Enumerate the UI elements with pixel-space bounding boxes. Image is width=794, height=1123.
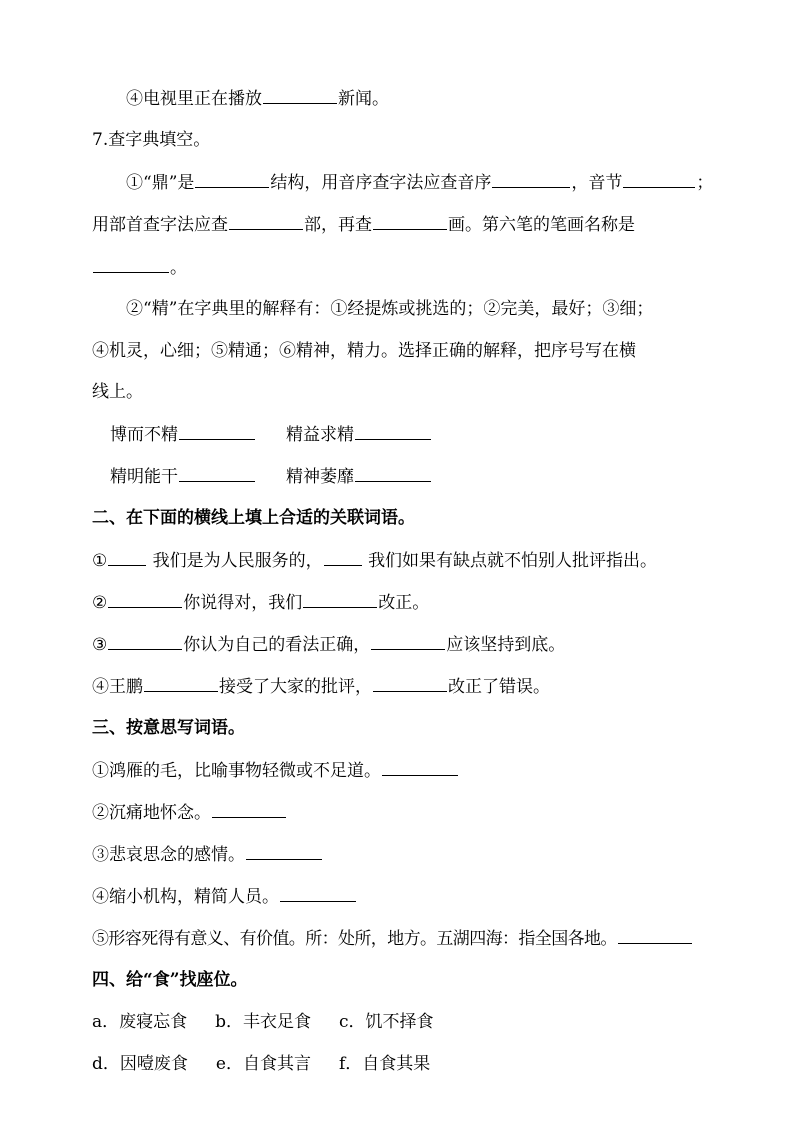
answer-blank[interactable] (93, 255, 169, 273)
section-heading: 三、按意思写词语。 (92, 718, 245, 738)
item-text: 接受了大家的批评， (219, 677, 372, 697)
question-item (92, 758, 712, 783)
answer-blank[interactable] (144, 674, 218, 692)
item-text: 部，再查 (304, 215, 372, 235)
item-text: 结构，用音序查字法应查音序 (270, 173, 492, 193)
question-item (92, 632, 712, 657)
answer-blank[interactable] (195, 170, 269, 188)
item-text: 你认为自己的看法正确， (183, 635, 371, 655)
answer-blank[interactable] (179, 422, 255, 440)
paragraph-line: 线上。 (92, 382, 143, 402)
item-text: ③ (92, 635, 108, 655)
answer-blank[interactable] (280, 884, 356, 902)
answer-blank[interactable] (382, 758, 458, 776)
question-item (126, 170, 746, 195)
item-text: ②沉痛地怀念。 (92, 803, 211, 823)
answer-blank[interactable] (108, 548, 146, 566)
answer-blank[interactable] (229, 212, 303, 230)
answer-blank[interactable] (263, 86, 337, 104)
option-item: a．废寝忘食 (92, 1012, 188, 1032)
section-heading: 二、在下面的横线上填上合适的关联词语。 (92, 508, 415, 528)
answer-blank[interactable] (108, 632, 182, 650)
item-text: ① (92, 551, 108, 571)
item-text: ⑤形容死得有意义、有价值。所：处所，地方。五湖四海：指全国各地。 (92, 929, 617, 949)
question-item (92, 926, 712, 951)
section-heading: 四、给“食”找座位。 (92, 970, 248, 990)
answer-blank[interactable] (623, 170, 695, 188)
question-item (92, 255, 712, 280)
option-row (92, 1010, 712, 1034)
word-item: 博而不精 (110, 425, 178, 445)
answer-blank[interactable] (373, 212, 447, 230)
answer-blank[interactable] (355, 422, 431, 440)
answer-blank[interactable] (246, 842, 322, 860)
item-text: ④缩小机构，精简人员。 (92, 887, 279, 907)
answer-blank[interactable] (303, 590, 377, 608)
item-text: 。 (170, 258, 187, 278)
item-text: ④电视里正在播放 (126, 89, 262, 109)
item-text: 我们是为人民服务的， (152, 551, 323, 571)
question-item (92, 674, 712, 699)
item-text: 我们如果有缺点就不怕别人批评指出。 (368, 551, 658, 571)
option-row (92, 1052, 712, 1076)
question-item (92, 212, 712, 237)
item-text: ③悲哀思念的感情。 (92, 845, 245, 865)
answer-blank[interactable] (212, 800, 286, 818)
word-item: 精神萎靡 (286, 467, 354, 487)
option-item: b．丰衣足食 (215, 1012, 312, 1032)
option-item: f．自食其果 (338, 1054, 431, 1074)
paragraph-line: ④机灵，心细；⑤精通；⑥精神，精力。选择正确的解释，把序号写在横 (92, 341, 636, 361)
item-text: ② (92, 593, 108, 613)
paragraph-line: ②“精”在字典里的解释有：①经提炼或挑选的；②完美，最好；③细； (126, 299, 654, 319)
question-item (92, 884, 712, 909)
answer-blank[interactable] (179, 464, 255, 482)
word-row (110, 422, 730, 447)
item-text: ； (696, 173, 714, 193)
word-row (110, 464, 730, 489)
answer-blank[interactable] (618, 926, 692, 944)
item-text: 新闻。 (338, 89, 389, 109)
item-text: ④王鹏 (92, 677, 143, 697)
item-text: 改正了错误。 (448, 677, 550, 697)
item-text: 改正。 (378, 593, 430, 613)
item-text: 用部首查字法应查 (92, 215, 228, 235)
item-text: ，音节 (571, 173, 623, 193)
item-text: 应该坚持到底。 (446, 635, 566, 655)
item-text: ①鸿雁的毛，比喻事物轻微或不足道。 (92, 761, 381, 781)
answer-blank[interactable] (371, 632, 445, 650)
item-text: 画。第六笔的笔画名称是 (448, 215, 635, 235)
option-item: e．自食其言 (215, 1054, 311, 1074)
question-item (92, 548, 712, 573)
answer-blank[interactable] (373, 674, 447, 692)
answer-blank[interactable] (492, 170, 570, 188)
option-item: c．饥不择食 (339, 1012, 434, 1032)
answer-blank[interactable] (108, 590, 182, 608)
item-text: ①“鼎”是 (126, 173, 195, 193)
item-text: 你说得对，我们 (183, 593, 303, 613)
answer-blank[interactable] (355, 464, 431, 482)
option-item: d．因噎废食 (92, 1054, 188, 1074)
word-item: 精明能干 (110, 467, 178, 487)
question-item (92, 800, 712, 825)
question-item (92, 842, 712, 867)
question-item (92, 590, 712, 615)
question-heading: 7.查字典填空。 (92, 130, 211, 150)
question-item (126, 86, 746, 111)
word-item: 精益求精 (286, 425, 354, 445)
answer-blank[interactable] (324, 548, 362, 566)
